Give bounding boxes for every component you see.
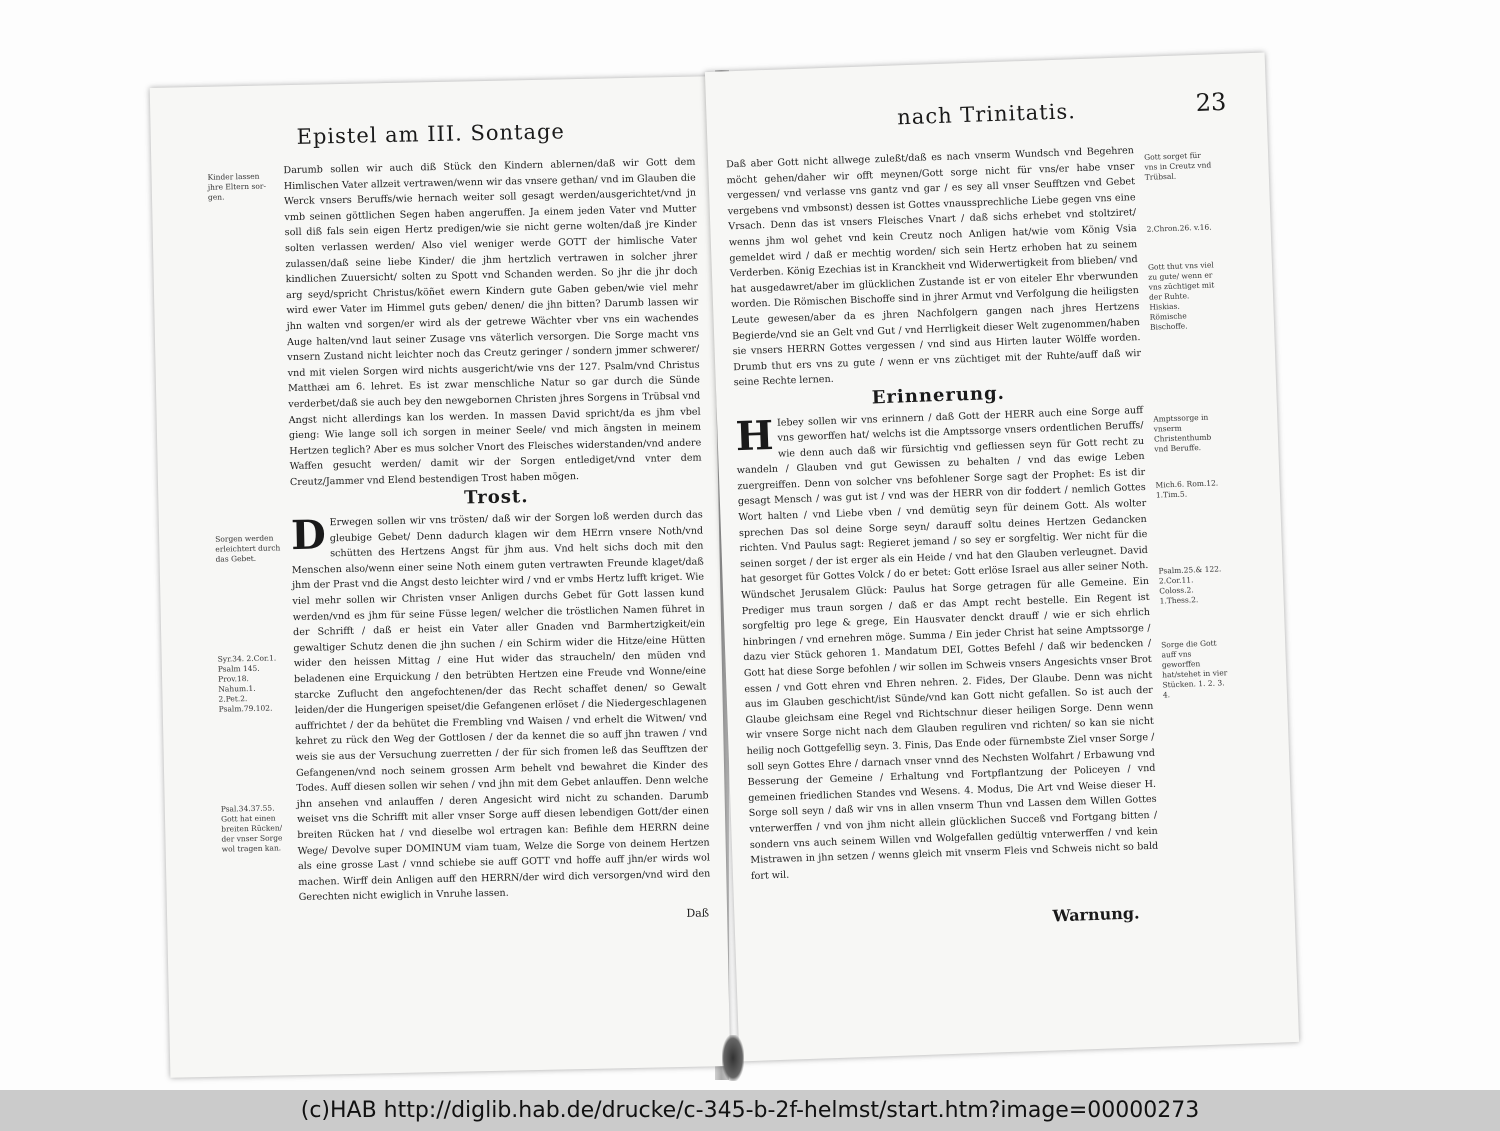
section-title: Trost. (463, 486, 529, 509)
right-page (705, 53, 1299, 1062)
right-main-text (726, 143, 1159, 886)
copyright-footer: (c)HAB http://diglib.hab.de/drucke/c-345-b-2f-helmst/start.htm?image=00000273 (0, 1090, 1500, 1131)
margin-note: Psalm.25.& 122. 2.Cor.11. Coloss.2. 1.Thess.2. (1158, 564, 1222, 606)
margin-note: Syr.34. 2.Cor.1. Psalm 145. Prov.18. Nahum.1. 2.Pet.2. Psalm.79.102. (217, 653, 277, 714)
margin-note: Gott thut vns viel zu gute/ wenn er vns züchtiget mit der Ruhte. Hiskias. Römische Bischoffe. (1147, 260, 1215, 332)
paragraph: Daß aber Gott nicht allwege zuleßt/daß es nach vnserm Wundsch vnd Begehren möcht gehen/daher wir offt meynen/Gott sorge nicht für vns/er habe vnser vergessen/ vnd verlasse vns gantz vnd gar / es sey all vnser Seufftzen vnd Gebet vergebens vnd vmbsonst) dessen ist Gottes vnaussprechliche Liebe gegen vns eine Vrsach. Denn das ist vnsers Fleisches Vnart / daß sichs erhebet vnd stoltziret/ wenns jhm wol gehet vnd kein Creutz noch Anligen hat/wie vom König Vsia gemeldet wird / daß er mechtig worden/ sich sein Hertz erhoben hat zu seinem Verderben. König Ezechias ist in Kranckheit vnd Widerwertigkeit from blieben/ vnd hat ausgedawret/aber im glücklichen Zustande ist er von eiteler Ehr vberwunden worden. Die Römischen Bischoffe sind in jhrer Armut vnd Verfolgung die heiligsten Leute gewesen/aber da es jhren Nachfolgern gangen nach jhres Hertzens Begierde/vnd sie an Gelt vnd Gut / vnd Herrligkeit dieser Welt zugenommen/haben sie vnsers HERRN Gottes vergessen / vnd sind aus Hirten lauter Wölffe worden. Drumb thut ers vns zu gute / wenn er vns züchtiget mit der Ruhte/auff daß wir seine Rechte lernen. (725, 145, 1142, 389)
margin-note: Amptssorge in vnserm Christenthumb vnd Beruffe. (1153, 412, 1212, 454)
drop-cap: H (734, 411, 775, 460)
margin-note: 2.Chron.26. v.16. (1146, 222, 1212, 234)
margin-note: Sorge die Gott auff vns geworffen hat/stehet in vier Stücken. 1. 2. 3. 4. (1161, 638, 1228, 700)
margin-note: Sorgen werden erleichtert durch das Gebet. (215, 533, 281, 564)
margin-note: Gott sorget für vns in Creutz vnd Trübsal. (1143, 150, 1212, 182)
left-page (150, 76, 731, 1078)
right-page-header: nach Trinitatis. (896, 99, 1077, 130)
catchword: Warnung. (1052, 903, 1140, 926)
left-main-text (283, 155, 711, 908)
paragraph-text: Erwegen sollen wir vns trösten/ daß wir der Sorgen loß werden durch das gleubige Gebet/ Denn dadurch klagen wir dem HErrn vnsere Noth/vnd schütten des Hertzens Angst für jhm aus. Vnd helt sichs doch mit den Menschen also/wenn einer seine Noth einem guten vertrawten Freunde klaget/daß jhm der Prast vnd die Angst desto leichter wird / vnd er vmbs Hertz lufft kriget. Wie viel mehr sollen wir Christen vnser Anligen durchs Gebet für Gott lassen kund werden/vnd es jhm für seine Füsse legen/ welcher die tröstlichen Namen führet in der Schrifft / daß er heist ein Vater aller Gnaden vnd Barmhertzigkeit/ein gewaltiger Schutz denen die jhn suchen / ein Schirm wider die Hitze/eine Hütten wider den heissen Mittag / eine Hut wider das straucheln/ den müden vnd beladenen eine Erquickung / den betrübten Hertzen eine Freude vnd Wonne/eine starcke Zuflucht den angefochtenen/der das Recht schaffet denen/ so Gewalt leiden/der die Hungerigen speiset/die Gefangenen erlöset / die Niedergeschlagenen auffrichtet / der da behütet die Frembling vnd Waisen / vnd erhelt die Witwen/ vnd kehret zu rück den Weg der Gottlosen / der da kennet die so auff jhn trawen / vnd weis sie aus der Versuchung zuerretten / der für sich fromen leß das Seufftzen der Gefangenen/vnd noch seinem grossen Arm behelt vnd bewahret die Kinder des Todes. Auff diesen sollen wir sehen / vnd jhn mit dem Gebet anlauffen. Denn welche jhn ansehen vnd anlauffen / deren Angesicht wird nicht zu schanden. Darumb weiset vns die Schrifft mit aller vnser Sorge auff diesen lebendigen Gott/der einen breiten Rücken hat / vnd dieselbe wol ertragen kan: Befihle dem HERRN deine Wege/ Devolve super DOMINUM viam tuam, Welze die Sorge von deinem Hertzen als eine grosse Last / vnnd schiebe sie auff GOTT vnd hoffe auff jhn/er wirds wol machen. Wirff dein Anligen auff den HERRN/der wird dich versorgen/vnd wird den Gerechten nicht ewiglich in Vnruhe lassen. (291, 509, 711, 904)
page-number: 23 (1195, 87, 1227, 117)
paragraph (291, 508, 711, 906)
drop-cap: D (290, 511, 327, 560)
left-page-header: Epistel am III. Sontage (296, 119, 566, 149)
paragraph (735, 402, 1159, 884)
margin-note: Mich.6. Rom.12. 1.Tim.5. (1155, 478, 1219, 500)
spine-clip (722, 1035, 744, 1081)
paragraph-text: Iebey sollen wir vns erinnern / daß Gott der HERR auch eine Sorge auff vns geworffen hat/ welchs ist die Amptssorge vnsers ordentlichen Beruffs/ wie denn auch daß wir fürsichtig vnd gefliessen seyn für Gott recht zu wandeln / Glauben vnd gut Gewissen zu behalten / vnd das ewige Leben zuergreiffen. Denn von solcher vns befohlener Sorge sagt der Prophet: Es ist dir gesagt Mensch / was gut ist / vnd was der HERR von dir foddert / nemlich Gottes Wort halten / vnd Liebe vben / vnd demütig seyn für deinem Gott. Als wolter sprechen Das sol deine Sorge seyn/ darauff soltu deines Hertzen Gedancken richten. Vnd Paulus sagt: Regieret jemand / so sey er sorgfeltig. Wer nicht für die seinen sorget / der ist erger als ein Heide / vnd hat den Glauben verleugnet. David hat gesorget für Gottes Volck / do er betet: Gott erlöse Israel aus aller seiner Noth. Wündschet Jerusalem Glück: Paulus hat Sorge getragen für alle Gemeine. Ein Prediger mus traun sorgen / daß er das Ampt recht bestelle. Ein Regent ist sorgfeltig pro lege & grege, Ein Hausvater denckt drauff / wie er sich ehrlich hinbringen / vnd ernehren möge. Summa / Ein jeder Christ hat seine Amptssorge / dazu vier Stück gehoren 1. Mandatum DEI, Gottes Befehl / daß wir bedencken / Gott hat diese Sorge befohlen / wir sollen im Schweis vnsers Angesichts vnser Brot essen / vnd Gott ehren vnd Ehren nehren. 2. Fides, Der Glaube. Denn was nicht aus im Glauben geschicht/ist Sünde/vnd kan Gott nicht gefallen. So ist auch der Glaube gleichsam eine Regel vnd Richtschnur dieser heiligen Sorge. Denn wenn wir vnsere Sorge nicht nach dem Glauben reguliren vnd richten/ so kan sie nicht heilig noch Gottgefellig seyn. 3. Finis, Das Ende oder fürnembste Ziel vnser Sorge / soll seyn Gottes Ehre / darnach vnser vnnd des Nechsten Wolfahrt / Erbawung vnd Besserung der Gemeine / Erhaltung vnd Fortpflantzung der Policeyen / vnd gemeinen friedlichen Standes vnd Wesens. 4. Modus, Die Art vnd Weise dieser H. Sorge soll seyn / daß wir vns in allen vnserm Thun vnd Lassen dem Willen Gottes vnterwerffen / vnd von jhm nicht allein glücklichen Succeß vnd Fortgang bitten / sondern vns auch seinem Willen vnd Wolgefallen gedültig vnterwerffen / vnd kein Mistrawen in jhn setzen / wenns gleich mit vnserm Fleis vnd Schweis nicht so bald fort wil. (736, 404, 1159, 882)
margin-note: Psal.34.37.55. Gott hat einen breiten Rücken/ der vnser Sorge wol tragen kan. (220, 803, 283, 854)
section-title: Erinnerung. (871, 382, 1006, 409)
margin-note: Kinder lassen jhre Eltern sor-gen. (207, 171, 267, 202)
paragraph: Darumb sollen wir auch diß Stück den Kindern ablernen/daß wir Gott dem Himlischen Vater allzeit vertrawen/wenn wir das vnsere gethan/ vnd im Glauben die Werck vnsers Beruffs/wie hernach weiter soll gesagt werden/ausgerichtet/vnd jn vmb seinen göttlichen Segen haben angeruffen. Ja einem jeden Vater vnd Mutter soll diß fals sein eigen Hertz predigen/wie sie nicht gerne wolten/daß jre Kinder solten verlassen werden/ Also viel weniger werde GOTT der himlische Vater zulassen/daß seine liebe Kinder/ die jhm hertzlich vertrawen in solcher jhrer kindlichen Zuuersicht/ solten zu Spott vnd Schanden werden. So jhr die jhr doch arg seyd/spricht Christus/köñet ewern Kindern gute Gaben geben/wie viel mehr wird ewer Vater im Himmel guts geben/ denen/ die jhn bitten? Darumb lassen wir jhn walten vnd sorgen/er wird als der getrewe Wächter vber vns ein wachendes Auge halten/vnd laut seiner Zusage vns väterlich versorgen. Die Sorge macht vns vnsern Zustand nicht leichter noch das Creutz geringer / sondern jmmer schwerer/ vnd mit vielen Sorgen wird nichts ausgericht/wie vns der 127. Psalm/vnd Christus Matthæi am 6. lehret. Es ist zwar menschliche Natur so gar durch die Sünde verderbet/daß sie auch bey den newgebornen Christen jhres Sorgens in Trübsal vnd Angst nicht allerdings kan los werden. In massen David spricht/da es jhm vbel gieng: Wie lange soll ich sorgen in meiner Seele/ vnd mich ängsten in meinem Hertzen teglich? Aber es mus solcher Vnort des Fleisches widerstanden/vnd andere Waffen gesucht werden/ damit wir der Sorgen entlediget/vnd vnter dem Creutz/Jammer vnd Elend bestendigen Trost haben mögen. (283, 156, 702, 488)
catchword: Daß (686, 906, 710, 920)
